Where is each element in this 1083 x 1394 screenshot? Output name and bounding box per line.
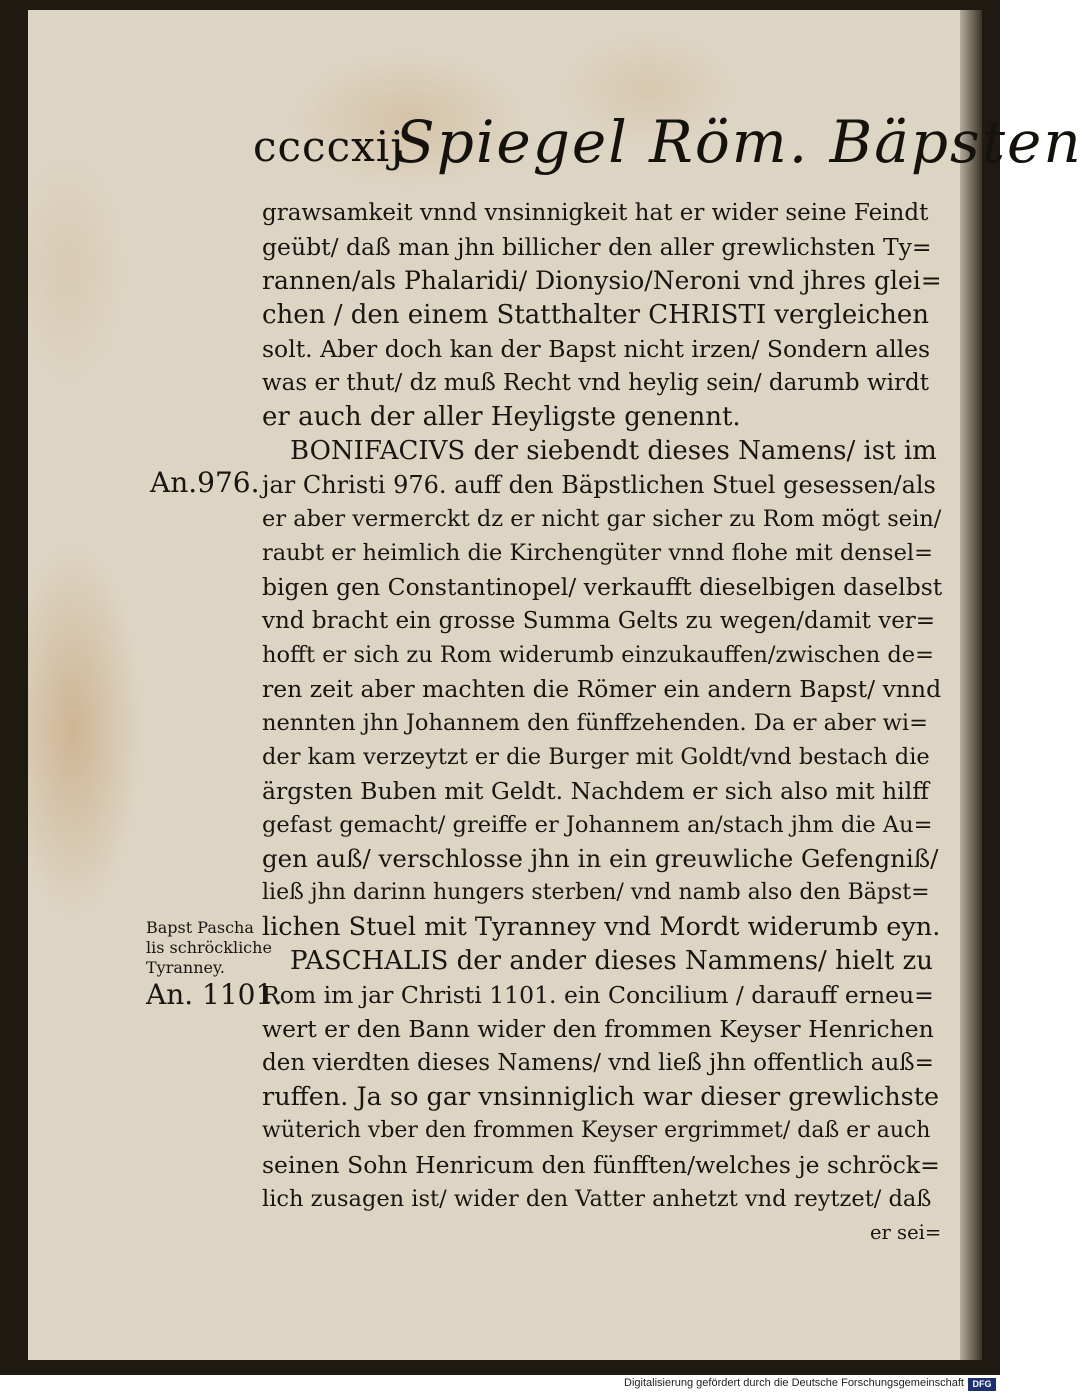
body-line: geübt/ daß man jhn billicher den aller grewlichsten Ty=	[262, 233, 932, 261]
body-line: raubt er heimlich die Kirchengüter vnnd flohe mit densel=	[262, 540, 933, 566]
body-line: ließ jhn darinn hungers sterben/ vnd namb also den Bäpst=	[262, 880, 930, 905]
page-header	[253, 108, 1083, 188]
marginal-note-line: Tyranney.	[146, 958, 225, 977]
body-line: chen / den einem Statthalter CHRISTI vergleichen	[262, 300, 929, 330]
body-line: er auch der aller Heyligste genennt.	[262, 402, 741, 432]
body-line: was er thut/ dz muß Recht vnd heylig sein/ darumb wirdt	[262, 370, 929, 396]
marginal-year-1101: An. 1101.	[146, 978, 283, 1011]
marginal-note-line: Bapst Pascha	[146, 918, 254, 937]
body-line: lich zusagen ist/ wider den Vatter anhetzt vnd reytzet/ daß	[262, 1186, 932, 1212]
marginal-year-976: An.976.	[150, 466, 260, 499]
body-line: gefast gemacht/ greiffe er Johannem an/stach jhm die Au=	[262, 812, 933, 838]
body-line: bigen gen Constantinopel/ verkaufft dieselbigen daselbst	[262, 573, 943, 601]
footer-bar	[0, 1376, 1000, 1394]
body-line: vnd bracht ein grosse Summa Gelts zu wegen/damit ver=	[262, 608, 936, 634]
folio-number: ccccxij	[253, 122, 405, 171]
catchword: er sei=	[870, 1221, 942, 1244]
footer-credit: Digitalisierung gefördert durch die Deutsche Forschungsgemeinschaft	[624, 1377, 964, 1389]
body-line: der kam verzeytzt er die Burger mit Goldt/vnd bestach die	[262, 744, 930, 770]
body-line: wert er den Bann wider den frommen Keyser Henrichen	[262, 1015, 934, 1043]
body-line: seinen Sohn Henricum den fünfften/welches je schröck=	[262, 1151, 940, 1179]
body-line: gen auß/ verschlosse jhn in ein greuwliche Gefengniß/	[262, 844, 939, 873]
paragraph-start-bonifacius: BONIFACIVS der siebendt dieses Namens/ ist im	[290, 436, 937, 466]
body-line: er aber vermerckt dz er nicht gar sicher zu Rom mögt sein/	[262, 506, 942, 532]
body-line: rannen/als Phalaridi/ Dionysio/Neroni vnd jhres glei=	[262, 266, 942, 295]
body-line: hofft er sich zu Rom widerumb einzukauffen/zwischen de=	[262, 642, 934, 668]
body-line: jar Christi 976. auff den Bäpstlichen Stuel gesessen/als	[262, 471, 936, 499]
paragraph-start-paschalis: PASCHALIS der ander dieses Nammens/ hielt zu	[290, 946, 934, 976]
body-line: solt. Aber doch kan der Bapst nicht irzen/ Sondern alles	[262, 335, 931, 363]
body-line: ruffen. Ja so gar vnsinniglich war dieser grewlichste	[262, 1082, 940, 1112]
body-line: nennten jhn Johannem den fünffzehenden. Da er aber wi=	[262, 710, 928, 736]
running-title: Spiegel Röm. Bäpsten	[395, 108, 1083, 176]
body-line: Rom im jar Christi 1101. ein Concilium / darauff erneu=	[262, 981, 934, 1009]
body-line: ärgsten Buben mit Geldt. Nachdem er sich also mit hilff	[262, 777, 929, 805]
dfg-logo: DFG	[968, 1378, 996, 1391]
body-line: lichen Stuel mit Tyranney vnd Mordt widerumb eyn.	[262, 912, 941, 942]
body-line: grawsamkeit vnnd vnsinnigkeit hat er wider seine Feindt	[262, 200, 929, 226]
body-line: den vierdten dieses Namens/ vnd ließ jhn offentlich auß=	[262, 1050, 934, 1076]
body-line: wüterich vber den frommen Keyser ergrimmet/ daß er auch	[262, 1118, 931, 1143]
page-edge-shadow	[960, 10, 982, 1360]
marginal-note-line: lis schröckliche	[146, 938, 272, 957]
body-line: ren zeit aber machten die Römer ein andern Bapst/ vnnd	[262, 675, 942, 703]
